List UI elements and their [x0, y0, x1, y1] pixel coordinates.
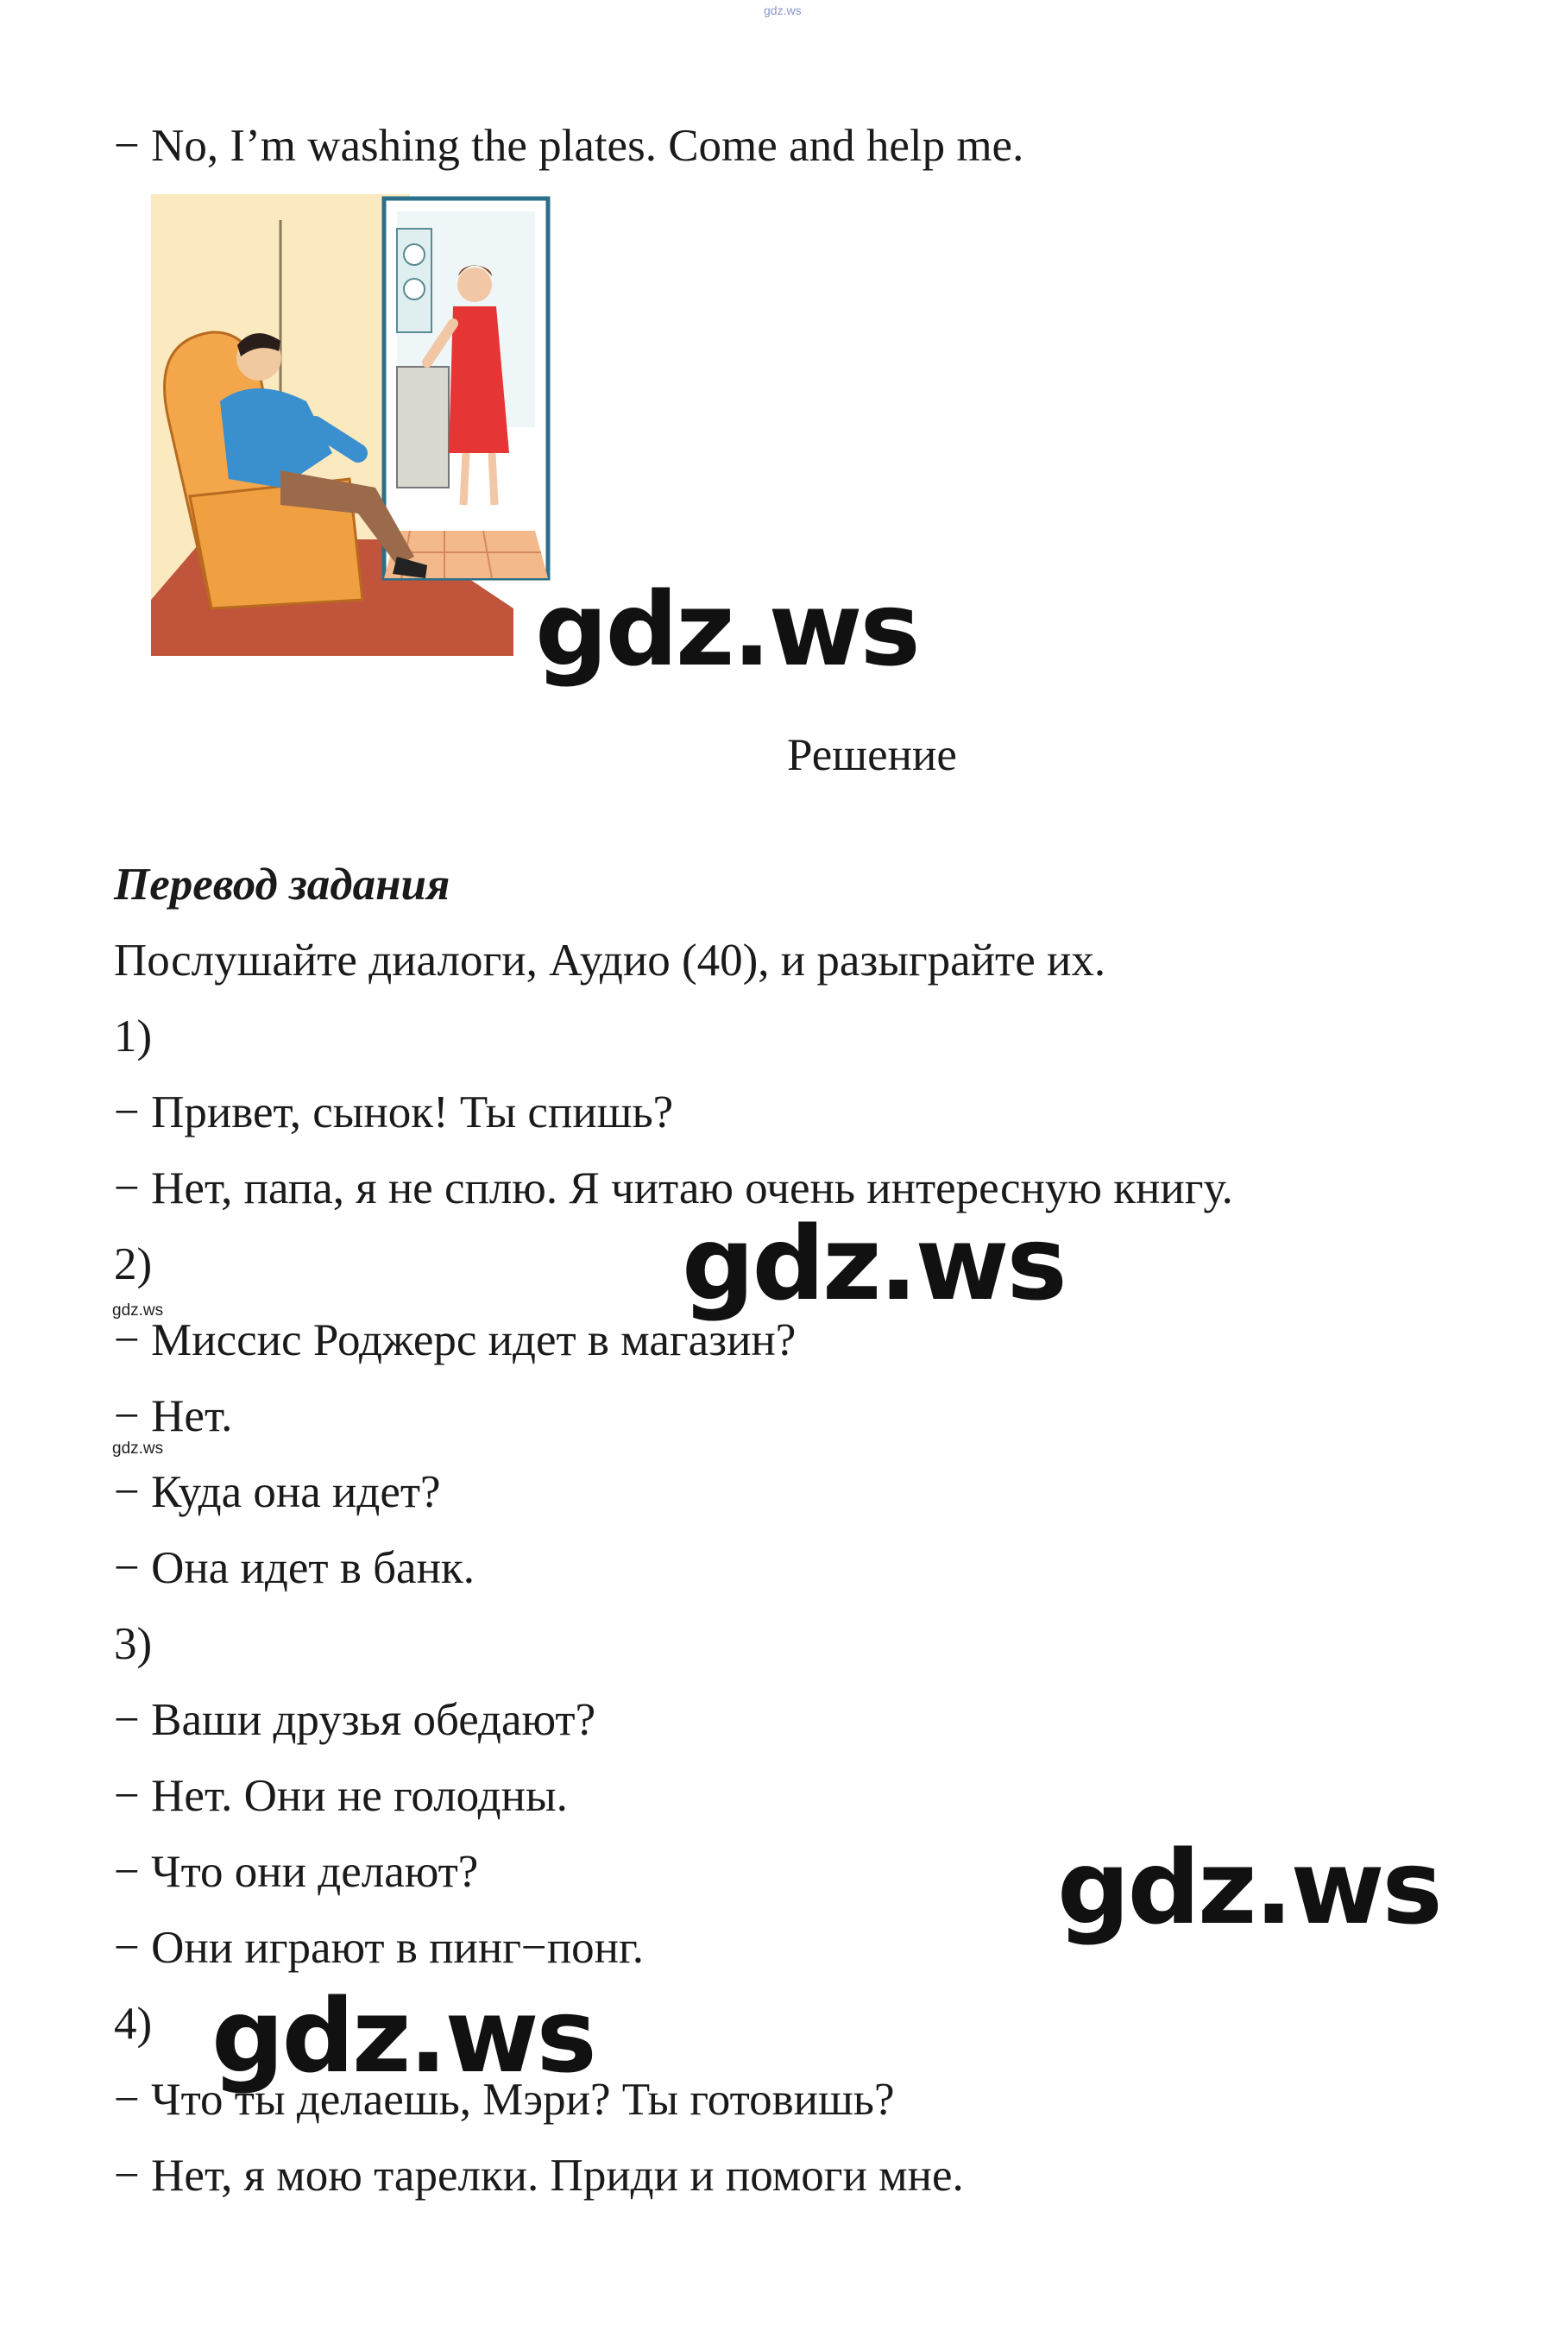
translation-heading: Перевод задания [114, 860, 450, 910]
task-dialogue-line: − No, I’m washing the plates. Come and help me. [114, 121, 1024, 171]
dialogue-line: − Миссис Роджерс идет в магазин? [114, 1315, 797, 1365]
header-site-mark: gdz.ws [764, 3, 802, 17]
watermark-large: gdz.ws [1057, 1828, 1440, 1947]
dialogue-line: − Нет, я мою тарелки. Приди и помоги мне. [114, 2151, 964, 2201]
dialogue-line: − Ваши друзья обедают? [114, 1695, 596, 1745]
man-in-armchair-woman-washing-plates-illustration [151, 194, 557, 656]
translation-instruction: Послушайте диалоги, Аудио (40), и разыграйте их. [114, 936, 1106, 986]
dialogue-line: − Что они делают? [114, 1847, 479, 1897]
dialogue-line: − Что ты делаешь, Мэри? Ты готовишь? [114, 2075, 895, 2125]
watermark-large: gdz.ws [535, 570, 918, 689]
watermark-large: gdz.ws [211, 1976, 595, 2095]
dialogue-line: 3) [114, 1619, 153, 1669]
dialogue-line: − Нет. Они не голодны. [114, 1771, 568, 1821]
dialogue-line: − Нет, папа, я не сплю. Я читаю очень интересную книгу. [114, 1163, 1233, 1213]
dialogue-line: − Они играют в пинг−понг. [114, 1923, 645, 1973]
dialogue-line: 4) [114, 1999, 153, 2049]
watermark-large: gdz.ws [682, 1204, 1065, 1323]
watermark-small: gdz.ws [112, 1301, 164, 1320]
dialogue-line: − Она идет в банк. [114, 1543, 475, 1593]
dialogue-line: 2) [114, 1239, 153, 1289]
dialogue-line: 1) [114, 1011, 153, 1062]
dialogue-line: − Куда она идет? [114, 1467, 441, 1517]
watermark-small: gdz.ws [112, 1440, 164, 1458]
dialogue-line: − Нет. [114, 1391, 233, 1441]
solution-title: Решение [787, 730, 957, 780]
dialogue-line: − Привет, сынок! Ты спишь? [114, 1087, 674, 1137]
